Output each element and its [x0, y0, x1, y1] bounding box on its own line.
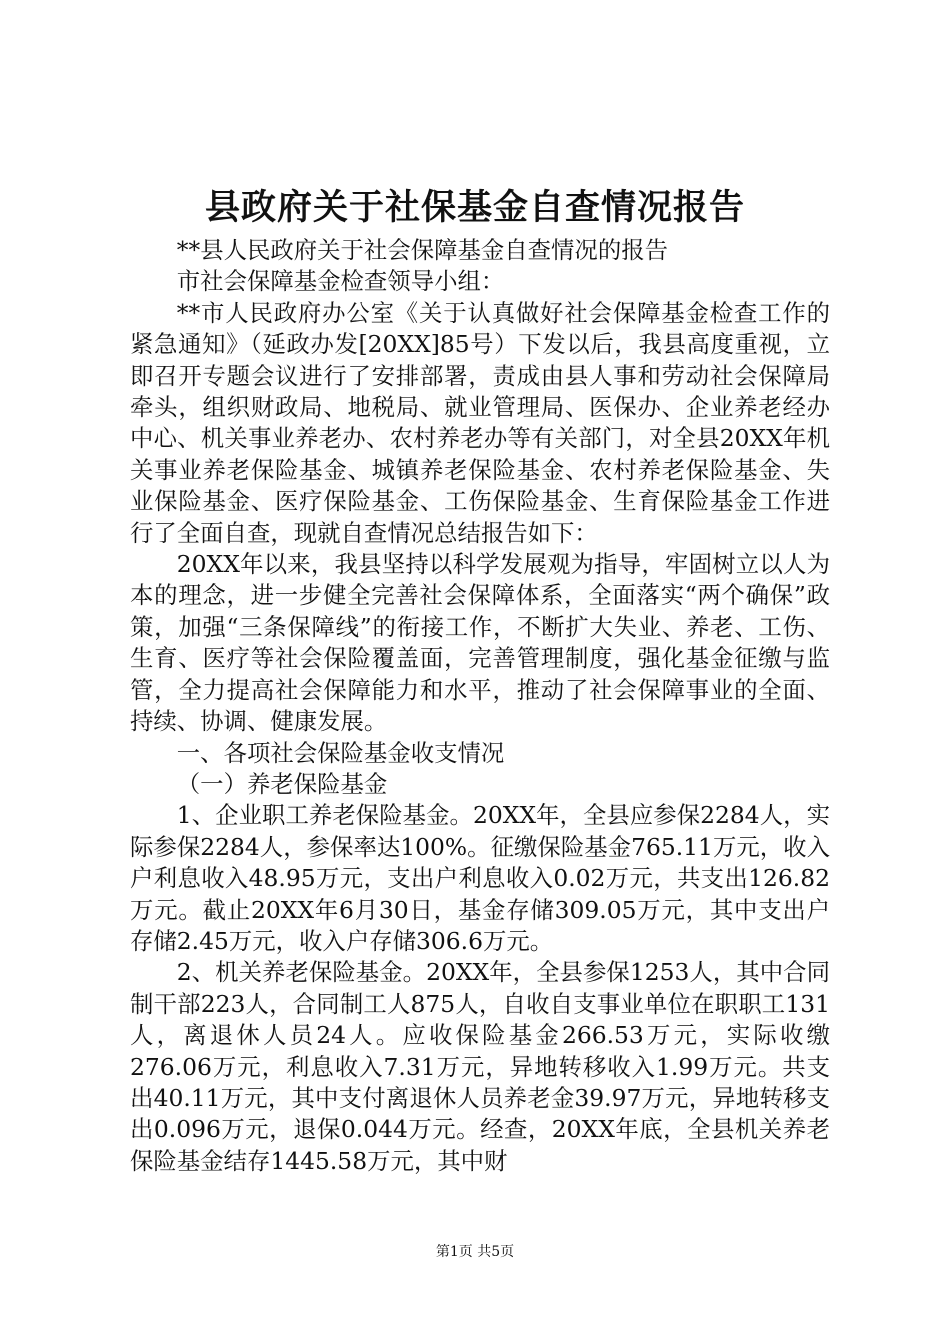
subsection-heading: （一）养老保险基金	[176, 769, 388, 798]
section-heading: 一、各项社会保险基金收支情况	[176, 738, 505, 767]
intro-paragraph: **市人民政府办公室《关于认真做好社会保障基金检查工作的紧急通知》（延政办发[20XX]85号）下发以后，我县高度重视，立即召开专题会议进行了安排部署，责成由县人事和劳动社会保障局牵头，组织财政局、地税局、就业管理局、医保办、企业养老经办中心、机关事业养老办、农村养老办等有关部门，对全县20XX年机关事业养老保险基金、城镇养老保险基金、农村养老保险基金、失业保险基金、医疗保险基金、工伤保险基金、生育保险基金工作进行了全面自查，现就自查情况总结报告如下：	[130, 298, 830, 547]
institution-pension-paragraph: 2、机关养老保险基金。20XX年，全县参保1253人，其中合同制干部223人，合同制工人875人，自收自支事业单位在职职工131人，离退休人员24人。应收保险基金266.53万元，实际收缴276.06万元，利息收入7.31万元，异地转移收入1.99万元。共支出40.11万元，其中支付离退休人员养老金39.97万元，异地转移支出0.096万元，退保0.044万元。经查，20XX年底，全县机关养老保险基金结存1445.58万元，其中财	[130, 958, 830, 1175]
recipient-line: 市社会保障基金检查领导小组：	[176, 267, 505, 296]
enterprise-pension-paragraph: 1、企业职工养老保险基金。20XX年，全县应参保2284人，实际参保2284人，参保率达100%。征缴保险基金765.11万元，收入户利息收入48.95万元，支出户利息收入0.02万元，共支出126.82万元。截止20XX年6月30日，基金存储309.05万元，其中支出户存储2.45万元，收入户存储306.6万元。	[130, 801, 830, 955]
report-heading-line: **县人民政府关于社会保障基金自查情况的报告	[176, 236, 668, 264]
document-body	[130, 235, 830, 1177]
page-footer: 第1页 共5页	[435, 1244, 515, 1260]
overview-paragraph: 20XX年以来，我县坚持以科学发展观为指导，牢固树立以人为本的理念，进一步健全完善社会保障体系，全面落实“两个确保”政策，加强“三条保障线”的衔接工作，不断扩大失业、养老、工伤、生育、医疗等社会保险覆盖面，完善管理制度，强化基金征缴与监管，全力提高社会保障能力和水平，推动了社会保障事业的全面、持续、协调、健康发展。	[130, 550, 830, 736]
document-title: 县政府关于社保基金自查情况报告	[204, 187, 745, 228]
